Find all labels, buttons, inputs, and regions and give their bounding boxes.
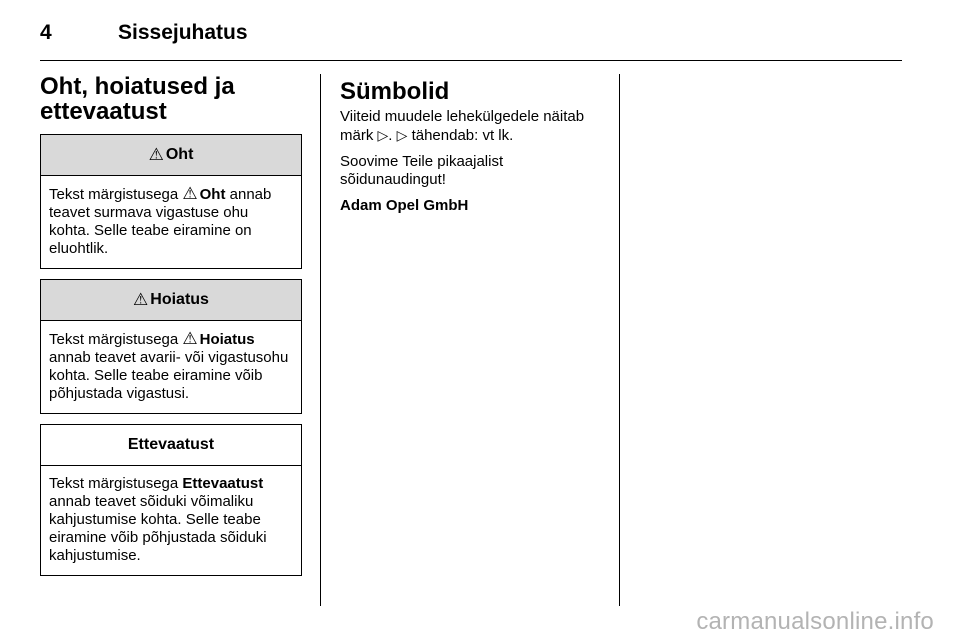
warning-box <box>40 279 302 414</box>
symbols-paragraph <box>340 108 610 145</box>
page-reference-arrow-icon: ▷ <box>377 127 389 143</box>
middle-column <box>340 74 610 223</box>
watermark: carmanualsonline.info <box>696 608 934 635</box>
caution-text-part1: Tekst märgistusega <box>49 475 183 492</box>
warning-triangle-icon: ⚠ <box>148 145 164 164</box>
danger-box-header <box>41 135 301 176</box>
caution-box <box>40 424 302 576</box>
page-number: 4 <box>40 21 52 44</box>
symbols-text-part3: tähendab: vt lk. <box>407 127 514 144</box>
warning-box-header <box>41 280 301 321</box>
header-divider <box>40 60 902 61</box>
symbols-text-part1: Viiteid muudele lehekülgedele näitab märk <box>340 108 585 144</box>
page-header <box>40 18 248 48</box>
caution-text-part2: annab teavet sõiduki võimaliku kahjustumise kohta. Selle teabe eiramine võib põhjustada sõiduki kahjustumise. <box>49 493 267 564</box>
left-column <box>40 74 302 586</box>
caution-keyword: Ettevaatust <box>182 475 264 492</box>
column-divider <box>320 74 321 606</box>
danger-box <box>40 134 302 269</box>
danger-box-text <box>41 176 301 268</box>
safety-heading-line2: ettevaatust <box>40 98 167 125</box>
signature: Adam Opel GmbH <box>340 197 469 214</box>
safety-heading <box>40 74 302 124</box>
warning-triangle-icon: ⚠ <box>182 184 198 203</box>
safety-heading-line1: Oht, hoiatused ja <box>40 73 235 100</box>
caution-box-text <box>41 466 301 575</box>
warning-keyword: Hoiatus <box>199 331 255 348</box>
warning-box-title: Hoiatus <box>150 291 209 308</box>
caution-box-header <box>41 425 301 466</box>
warning-triangle-icon: ⚠ <box>133 290 149 309</box>
caution-box-title: Ettevaatust <box>127 436 215 453</box>
section-title: Sissejuhatus <box>118 21 248 44</box>
warning-text-part1: Tekst märgistusega <box>49 331 183 348</box>
warning-text-part2: annab teavet avarii- või vigastusohu kohta. Selle teabe eiramine võib põhjustada vigastusi. <box>49 349 289 402</box>
warning-triangle-icon: ⚠ <box>182 329 198 348</box>
page-reference-arrow-icon: ▷ <box>396 127 408 143</box>
danger-box-title: Oht <box>165 146 194 163</box>
danger-text-part2: annab teavet surmava vigastuse ohu kohta. Selle teabe eiramine on eluohtlik. <box>49 186 272 257</box>
column-divider <box>619 74 620 606</box>
greeting-paragraph: Soovime Teile pikaajalist sõidunaudingut! <box>340 153 504 188</box>
symbols-text-part2: . <box>388 127 397 144</box>
danger-keyword: Oht <box>199 186 226 203</box>
symbols-heading: Sümbolid <box>340 78 450 105</box>
danger-text-part1: Tekst märgistusega <box>49 186 183 203</box>
warning-box-text <box>41 321 301 413</box>
